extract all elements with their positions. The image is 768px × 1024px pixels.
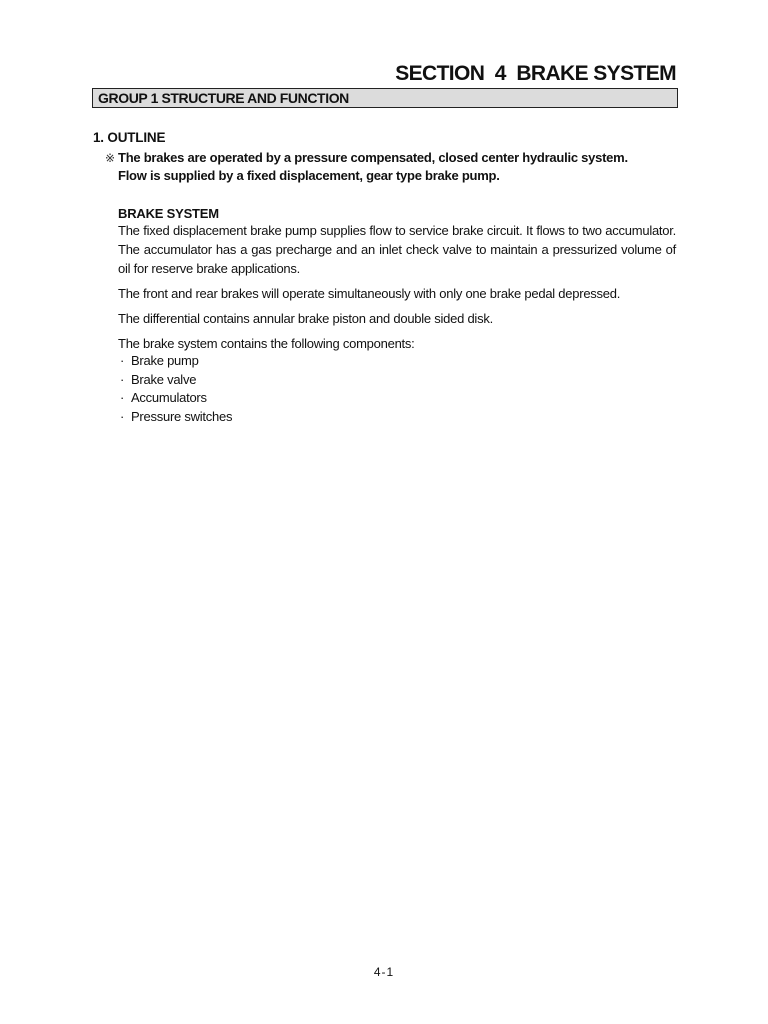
bullet-icon: · xyxy=(120,408,125,424)
note-line-1: The brakes are operated by a pressure compensated, closed center hydraulic system. xyxy=(118,150,628,165)
brake-system-heading: BRAKE SYSTEM xyxy=(118,206,219,221)
component-list xyxy=(120,352,232,426)
group-header-title: GROUP 1 STRUCTURE AND FUNCTION xyxy=(98,90,349,106)
page-number: 4-1 xyxy=(373,965,395,979)
list-item xyxy=(120,371,232,390)
group-header-bar xyxy=(92,88,678,108)
brake-system-paragraph-2: The front and rear brakes will operate simultaneously with only one brake pedal depressed. xyxy=(118,286,621,301)
bullet-icon: · xyxy=(120,353,125,368)
list-item-label: Brake valve xyxy=(131,371,197,387)
brake-system-paragraph-3: The differential contains annular brake piston and double sided disk. xyxy=(118,311,493,326)
list-item-label: Accumulators xyxy=(131,390,207,405)
brake-system-paragraph-4: The brake system contains the following components: xyxy=(118,336,415,351)
brake-system-paragraph-1: The fixed displacement brake pump supplies flow to service brake circuit. It flows to two accumulator. The accumulator has a gas precharge and an inlet check valve to maintain a pressurized volume of oil for reserve brake applications. xyxy=(118,223,676,276)
bullet-icon: · xyxy=(120,390,125,405)
list-item-label: Pressure switches xyxy=(131,408,233,424)
bullet-icon: · xyxy=(120,371,125,387)
list-item xyxy=(120,352,232,371)
note-reference-icon: ※ xyxy=(105,151,116,165)
list-item xyxy=(120,389,232,408)
list-item xyxy=(120,408,232,427)
list-item-label: Brake pump xyxy=(131,353,199,368)
note-line-2: Flow is supplied by a fixed displacement, gear type brake pump. xyxy=(118,168,500,183)
outline-heading: 1. OUTLINE xyxy=(93,130,166,145)
section-title: SECTION 4 BRAKE SYSTEM xyxy=(395,62,676,85)
